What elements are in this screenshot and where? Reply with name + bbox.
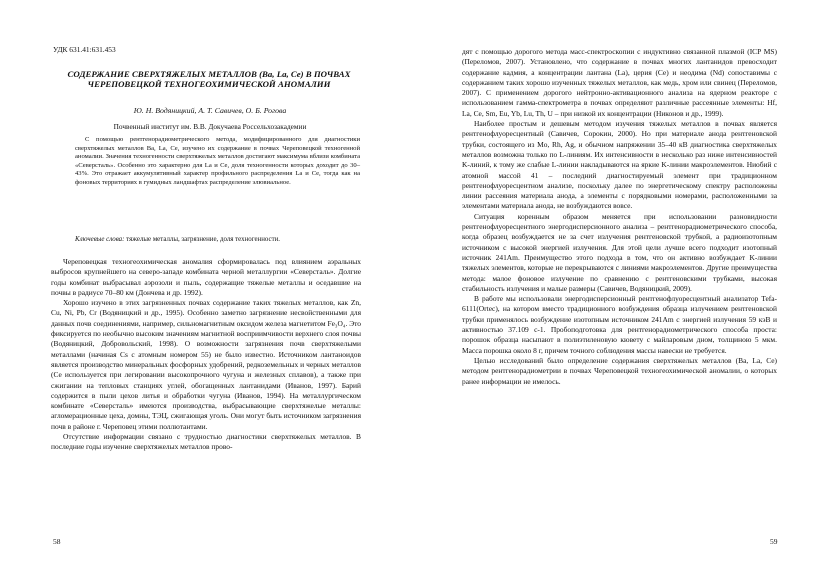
page-number: 58 bbox=[53, 537, 61, 546]
paragraph: Отсутствие информации связано с трудностью диагностики сверхтяжелых металлов. В последние годы изучение сверхтяжелых металлов прово- bbox=[51, 432, 361, 452]
paragraph-continuation: дят с помощью дорогого метода масс-спектроскопии с индуктивно связанной плазмой (ICP MS) (Переломов, 2007). Установлено, что содержание в почвах многих лантанидов превосходит содержание кадмия, а концентрации лантана (La), церия (Ce) и неодима (Nd) сопоставимы с содержанием таких хорошо изученных тяжелых металлов, как медь, хром или свинец (Переломов, 2007). С применением дорогого нейтронно-активационного анализа на ядерном реакторе с использованием гамма-спектрометра в почвах определяют различные рассеянные элементы: Hf, La, Ce, Sm, Eu, Yb, Lu, Th, U – при низкой их концентрации (Никонов и др., 1999). bbox=[462, 47, 777, 118]
paragraph: Хорошо изучено в этих загрязненных почвах содержание таких тяжелых металлов, как Zn, Cu, Ni, Pb, Cr (Водяницкий и др., 1995). Особенно заметно загрязнение несвойственными для данных почв соединениями, например, сильномагнитным оксидом железа магнетитом Fe₃O₄. Это фиксируется по необычно высоким значениям магнитной восприимчивости верхнего слоя почвы (Водяницкий, Добровольский, 1998). О возможности загрязнения почв сверхтяжелыми металлами (начиная Cs с атомным номером 55) не было известно. Источником лантаноидов является производство минеральных фосфорных удобрений, редкоземельных и черных металлов (Ce используется при легировании высокопрочного чугуна и железных сплавов), а также при сжигании на тепловых станциях углей, обогащенных лантанидами (Иванов, 1997). Барий содержится в пыли цехов литья и обработки чугуна (Иванов, 1994). На металлургическом комбинате «Северсталь» имеются производства, выбрасывающие сверхтяжелые металлы: агломерационные цеха, домны, ТЭЦ, сжигающая уголь. Они могут быть источником загрязнения почв в районе г. Череповец этими поллютантами. bbox=[51, 298, 361, 431]
paragraph: Целью исследований было определение содержания сверхтяжелых металлов (Ba, La, Ce) методом рентгенорадиометрии в почвах Череповецкой техногеохимической аномалии, о которых ранее информации не имелось. bbox=[462, 355, 777, 386]
abstract: С помощью рентгенорадиометрического метода, модифицированного для диагностики сверхтяжелых металлов Ba, La, Ce, изучено их содержание в почвах Череповецкой техногенной аномалии. Значения техногенности сверхтяжелых металлов достигают максимума вблизи комбината «Северсталь». Особенно это характерно для La и Ce, доля техногенности которых доходит до 30–43%. Это отражает аккумулятивный характер профильного распределения La и Ce, тогда как на фоновых территориях в гумидных ландшафтах распределение элювиальное. bbox=[75, 136, 360, 186]
left-body-text bbox=[51, 257, 361, 453]
authors: Ю. Н. Водяницкий, А. Т. Савичев, О. Б. Рогова bbox=[133, 106, 287, 115]
page-number: 59 bbox=[770, 537, 778, 546]
paragraph: Череповецкая техногеохимическая аномалия сформировалась под влиянием аэральных выбросов крупнейшего на северо-западе комбината черной металлургии «Северсталь». Долгие годы комбинат выбрасывал аэрозоли и пыль, содержащие тяжелые металлы и оседавшие на почвы в радиусе 70–80 км (Дончева и др. 1992). bbox=[51, 257, 361, 297]
paragraph: В работе мы использовали энергодисперсионный рентгенофлуоресцентный анализатор Tefa-6111(Ortec), на котором вместо традиционного возбуждения образца излучением рентгеновской трубки применялось возбуждение изотопным источником 241Am с энергией излучения 59 кэВ и активностью 37.109 с-1. Пробоподготовка для рентгенорадиометрического способа проста: порошок образца насыпают в полиэтиленовую кювету с майларовым дном, толщиною 5 мкм. Масса порошка около 8 г, причем точного соблюдения массы навески не требуется. bbox=[462, 294, 777, 355]
article-title: СОДЕРЖАНИЕ СВЕРХТЯЖЕЛЫХ МЕТАЛЛОВ (Ba, La, Ce) В ПОЧВАХ ЧЕРЕПОВЕЦКОЙ ТЕХНОГЕОХИМИЧЕСКОЙ АНОМАЛИИ bbox=[67, 69, 351, 89]
paragraph: Наиболее простым и дешевым методом изучения тяжелых металлов в почвах является рентгенофлуоресцентный (Савичев, Сорокин, 2000). Но при материале анода рентгеновской трубки, состоящего из Mo, Rh, Ag, и обычном напряжении 35–40 кВ диагностика сверхтяжелых металлов возможна только по L-линиям. Их интенсивности в несколько раз ниже интенсивностей K-линий, к тому же слабые L-линии накладываются на яркие K-линии макроэлементов. Ниобий с атомной массой 41 – последний диагностируемый элемент при традиционном рентгенофлуоресцентном анализе, поскольку далее по энергетическому спектру расположены линии рассеяния материала анода, а элементы с порядковыми номерами, расположенными за элементами материала анода, не возбуждаются вовсе. bbox=[462, 119, 777, 211]
paragraph: Ситуация коренным образом меняется при использовании разновидности рентгенофлуоресцентного энергодисперсионного анализа – рентгенорадиометрического способа, когда образец возбуждается не за счет излучения рентгеновской трубкой, а радиоизотопным источником с высокой энергией излучения. Для этой цели лучше всего подходит изотопный источник 241Am. Преимущество этого подхода в том, что он активно возбуждает K-линии тяжелых элементов, которые не перекрываются с линиями макроэлементов. Другие преимущества метода: малое фоновое излучение по сравнению с рентгеновскими трубками, высокая стабильность излучения и малые размеры (Савичев, Водяницкий, 2009). bbox=[462, 211, 777, 293]
affiliation: Почвенный институт им. В.В. Докучаева Россельхозакадемии bbox=[113, 122, 307, 131]
right-body-text bbox=[462, 47, 777, 387]
keywords bbox=[75, 236, 365, 243]
keywords-label: Ключевые слова: bbox=[75, 236, 125, 243]
udk-code: УДК 631.41:631.453 bbox=[53, 45, 116, 54]
right-page bbox=[410, 0, 820, 580]
keywords-text: тяжелые металлы, загрязнение, доля техногенности. bbox=[126, 236, 280, 243]
